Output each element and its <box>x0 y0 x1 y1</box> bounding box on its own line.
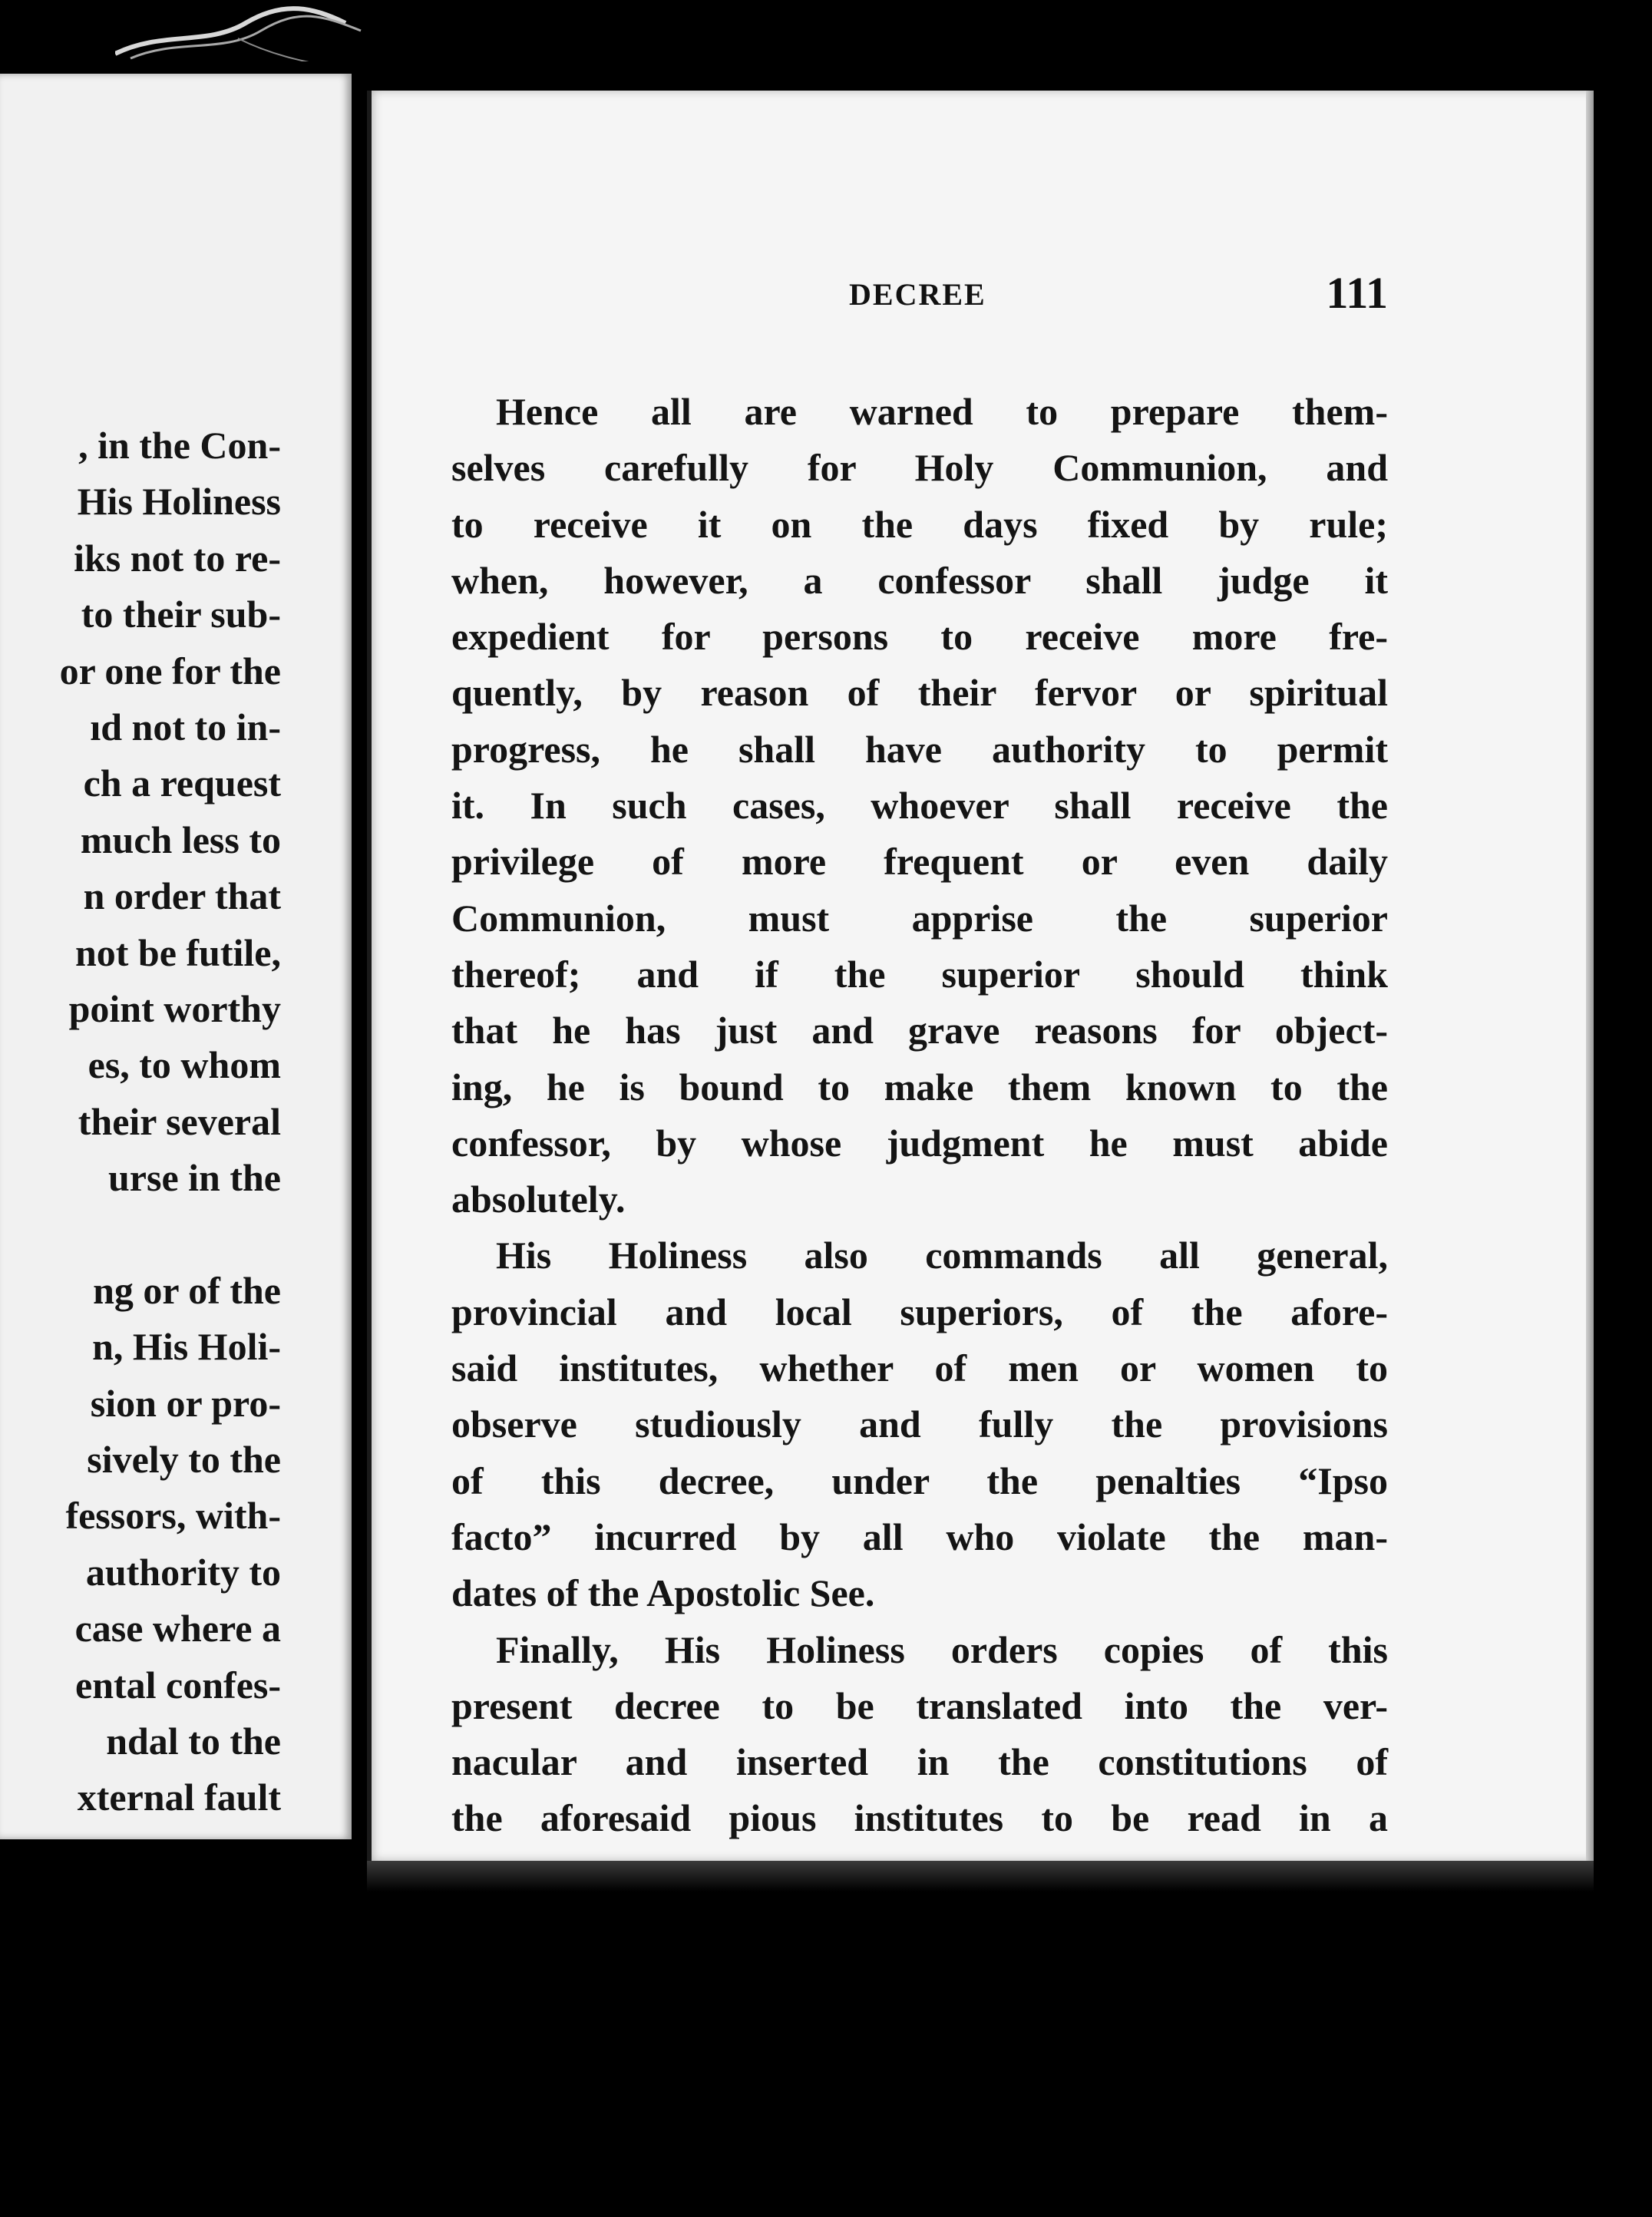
text-line: Communion, must apprise the superior <box>451 896 1388 940</box>
text-line: ental confes- <box>75 1663 281 1707</box>
text-line: present decree to be translated into the ver- <box>451 1683 1388 1727</box>
text-line: urse in the <box>108 1156 281 1200</box>
text-line: their several <box>78 1099 281 1143</box>
text-line: Hence all are warned to prepare them- <box>496 390 1388 433</box>
text-line: fessors, with- <box>65 1494 281 1538</box>
text-line: much less to <box>80 818 281 861</box>
text-line: xternal fault <box>77 1776 281 1819</box>
paragraph <box>451 384 1388 1227</box>
text-line: ch a request <box>83 762 281 805</box>
text-line: progress, he shall have authority to permit <box>451 727 1388 771</box>
text-line: , in the Con- <box>78 424 281 467</box>
text-line: His Holiness also commands all general, <box>496 1234 1388 1277</box>
body-text <box>451 384 1388 1847</box>
paragraph <box>451 1227 1388 1621</box>
text-line: Finally, His Holiness orders copies of this <box>496 1627 1388 1671</box>
left-page <box>0 74 352 1839</box>
text-line: sion or pro- <box>90 1381 281 1425</box>
text-line: the aforesaid pious institutes to be read in a <box>451 1796 1388 1840</box>
text-line: ndal to the <box>106 1719 281 1763</box>
page-bottom-shadow <box>367 1861 1594 1892</box>
text-line: point worthy <box>68 986 281 1030</box>
page-edge <box>1586 91 1594 1861</box>
text-line: nacular and inserted in the constitutions of <box>451 1740 1388 1784</box>
text-line: quently, by reason of their fervor or spiritual <box>451 671 1388 715</box>
text-line: said institutes, whether of men or women to <box>451 1346 1388 1390</box>
text-line: facto” incurred by all who violate the man- <box>451 1515 1388 1558</box>
text-line: es, to whom <box>88 1043 281 1087</box>
right-page <box>367 91 1594 1861</box>
text-line: ıd not to in- <box>90 705 281 748</box>
text-line: expedient for persons to receive more fre- <box>451 615 1388 659</box>
text-line: to their sub- <box>81 593 281 636</box>
running-head-title: DECREE <box>849 277 986 312</box>
paragraph <box>451 1622 1388 1847</box>
text-line: iks not to re- <box>74 536 281 580</box>
gutter-edge <box>367 91 372 1861</box>
text-line: n, His Holi- <box>92 1325 281 1369</box>
text-line <box>0 1206 281 1262</box>
text-line: confessor, by whose judgment he must abide <box>451 1121 1388 1165</box>
text-line: authority to <box>85 1550 281 1594</box>
text-line: privilege of more frequent or even daily <box>451 840 1388 884</box>
text-line: thereof; and if the superior should think <box>451 952 1388 996</box>
text-line: it. In such cases, whoever shall receive the <box>451 784 1388 828</box>
binding-thread <box>115 0 407 61</box>
text-line: absolutely. <box>451 1178 626 1221</box>
text-line: provincial and local superiors, of the afore- <box>451 1290 1388 1333</box>
text-line: ing, he is bound to make them known to the <box>451 1065 1388 1108</box>
text-line: that he has just and grave reasons for object- <box>451 1009 1388 1052</box>
text-line: to receive it on the days fixed by rule; <box>451 502 1388 546</box>
text-line: or one for the <box>59 649 281 692</box>
text-line: not be futile, <box>74 930 281 974</box>
left-page-text <box>0 418 281 1826</box>
running-head <box>367 267 1388 321</box>
text-line: dates of the Apostolic See. <box>451 1571 875 1615</box>
text-line: observe studiously and fully the provisions <box>451 1403 1388 1446</box>
page-number: 111 <box>1326 268 1388 318</box>
text-line: n order that <box>83 874 281 918</box>
text-line: selves carefully for Holy Communion, and <box>451 446 1388 490</box>
text-line: case where a <box>74 1607 281 1650</box>
text-line: when, however, a confessor shall judge it <box>451 558 1388 602</box>
text-line: sively to the <box>87 1438 281 1482</box>
text-line: of this decree, under the penalties “Ipso <box>451 1459 1388 1502</box>
text-line: ng or of the <box>93 1268 281 1312</box>
text-line: His Holiness <box>77 480 281 524</box>
